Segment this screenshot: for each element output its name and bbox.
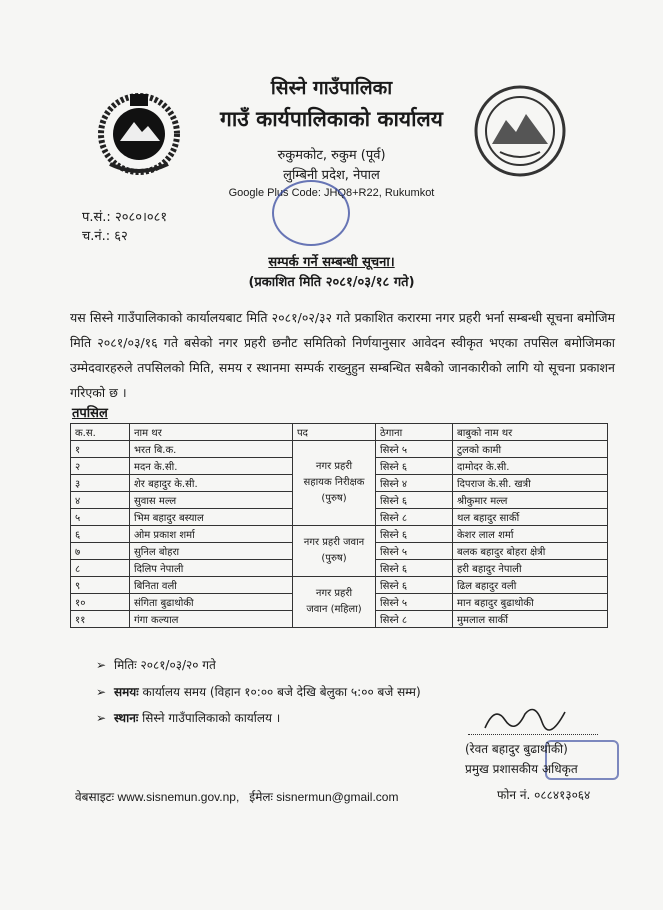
cell-father: ढिल बहादुर वली bbox=[453, 577, 608, 594]
post-line: नगर प्रहरी bbox=[315, 461, 353, 472]
detail-date bbox=[96, 656, 216, 673]
table-row bbox=[71, 526, 608, 543]
cell-father: दिपराज के.सी. खत्री bbox=[453, 475, 608, 492]
cell-sn: ११ bbox=[71, 611, 130, 628]
cell-sn: ८ bbox=[71, 560, 130, 577]
cell-name: मदन के.सी. bbox=[130, 458, 293, 475]
address-line: Google Plus Code: JHQ8+R22, Rukumkot bbox=[228, 187, 435, 199]
arrow-bullet-icon: ➢ bbox=[96, 685, 107, 699]
cell-name: भिम बहादुर बस्याल bbox=[130, 509, 293, 526]
cell-name: शेर बहादुर के.सी. bbox=[130, 475, 293, 492]
post-line: नगर प्रहरी जवान bbox=[303, 537, 365, 548]
candidate-table bbox=[70, 423, 608, 628]
cell-sn: ५ bbox=[71, 509, 130, 526]
cell-name: ओम प्रकाश शर्मा bbox=[130, 526, 293, 543]
post-line: जवान (महिला) bbox=[306, 604, 362, 615]
cell-father: मान बहादुर बुढाथोकी bbox=[453, 594, 608, 611]
cell-father: श्रीकुमार मल्ल bbox=[453, 492, 608, 509]
table-row bbox=[71, 441, 608, 458]
cell-post bbox=[293, 577, 376, 628]
cell-name: गंगा कल्याल bbox=[130, 611, 293, 628]
phone-number: फोन नं. ०८८४१३०६४ bbox=[497, 788, 591, 802]
published-date: (प्रकाशित मिति २०८१/०३/१८ गते) bbox=[248, 275, 415, 290]
post-line: सहायक निरीक्षक bbox=[303, 477, 365, 488]
office-name: गाउँ कार्यपालिकाको कार्यालय bbox=[220, 107, 443, 131]
cell-sn: ९ bbox=[71, 577, 130, 594]
cell-address: सिस्ने ५ bbox=[376, 543, 453, 560]
time-text: कार्यालय समय (विहान १०:०० बजे देखि बेलुका ५:०० बजे सम्म) bbox=[142, 685, 421, 699]
cell-sn: ३ bbox=[71, 475, 130, 492]
notice-body: यस सिस्ने गाउँपालिकाको कार्यालयबाट मिति २०८१/०२/३२ गते प्रकाशित करारमा नगर प्रहरी भर्ना सम्बन्धी सूचना बमोजिम मिति २०८१/०३/१६ गते बसेको नगर प्रहरी छनौट समितिको निर्णयानुसार आवेदन स्वीकृत भएका तपसिल बमोजिमका उम्मेदवारहरुले तपसिलको मिति, समय र स्थानमा सम्पर्क राख्नुहुन सम्बन्धित सबैको जानकारीको लागि यो सूचना प्रकाशन गरिएको छ । bbox=[70, 310, 615, 400]
post-line: (पुरुष) bbox=[321, 553, 347, 564]
place-label: स्थानः bbox=[114, 711, 139, 725]
cell-sn: १ bbox=[71, 441, 130, 458]
section-label: तपसिल bbox=[72, 406, 108, 421]
post-line: (पुरुष) bbox=[321, 493, 347, 504]
website-text: वेबसाइटः www.sisnemun.gov.np, bbox=[75, 790, 240, 804]
cell-father: टुलको कामी bbox=[453, 441, 608, 458]
office-stamp bbox=[272, 180, 350, 246]
table-header-row bbox=[71, 424, 608, 441]
cell-address: सिस्ने ६ bbox=[376, 560, 453, 577]
signature-line bbox=[468, 734, 598, 735]
cell-father: दामोदर के.सी. bbox=[453, 458, 608, 475]
notice-subject: सम्पर्क गर्ने सम्बन्धी सूचना। bbox=[268, 255, 395, 270]
footer-contact bbox=[75, 788, 398, 805]
cell-address: सिस्ने ४ bbox=[376, 475, 453, 492]
cell-sn: २ bbox=[71, 458, 130, 475]
cell-post bbox=[293, 526, 376, 577]
cell-name: दिलिप नेपाली bbox=[130, 560, 293, 577]
col-name: नाम थर bbox=[130, 424, 293, 441]
email-text: ईमेलः sisnermun@gmail.com bbox=[249, 790, 399, 804]
cell-father: मुमलाल सार्की bbox=[453, 611, 608, 628]
table-row bbox=[71, 577, 608, 594]
detail-time bbox=[96, 683, 421, 700]
place-text: सिस्ने गाउँपालिकाको कार्यालय । bbox=[142, 711, 281, 725]
detail-place bbox=[96, 709, 280, 726]
arrow-bullet-icon: ➢ bbox=[96, 658, 107, 672]
col-father: बाबुको नाम थर bbox=[453, 424, 608, 441]
cell-name: सुनिल बोहरा bbox=[130, 543, 293, 560]
col-sn: क.स. bbox=[71, 424, 130, 441]
cell-name: संगिता बुढाथोकी bbox=[130, 594, 293, 611]
cell-address: सिस्ने ८ bbox=[376, 611, 453, 628]
cell-post bbox=[293, 441, 376, 526]
province-line: लुम्बिनी प्रदेश, नेपाल bbox=[283, 168, 380, 183]
cell-address: सिस्ने ६ bbox=[376, 577, 453, 594]
cell-address: सिस्ने ६ bbox=[376, 458, 453, 475]
cell-address: सिस्ने ६ bbox=[376, 526, 453, 543]
cell-name: बिनिता वली bbox=[130, 577, 293, 594]
signatory-title: प्रमुख प्रशासकीय अधिकृत bbox=[465, 762, 578, 776]
cell-address: सिस्ने ६ bbox=[376, 492, 453, 509]
cell-name: भरत बि.क. bbox=[130, 441, 293, 458]
cell-sn: १० bbox=[71, 594, 130, 611]
district-line: रुकुमकोट, रुकुम (पूर्व) bbox=[277, 148, 386, 163]
col-address: ठेगाना bbox=[376, 424, 453, 441]
cell-father: हरी बहादुर नेपाली bbox=[453, 560, 608, 577]
date-text: मितिः २०८१/०३/२० गते bbox=[114, 658, 216, 672]
cell-sn: ७ bbox=[71, 543, 130, 560]
signature-mark bbox=[480, 700, 570, 736]
time-label: समयः bbox=[114, 685, 139, 699]
cell-sn: ४ bbox=[71, 492, 130, 509]
cell-father: थल बहादुर सार्की bbox=[453, 509, 608, 526]
cell-address: सिस्ने ५ bbox=[376, 441, 453, 458]
cell-name: सुवास मल्ल bbox=[130, 492, 293, 509]
cell-address: सिस्ने ८ bbox=[376, 509, 453, 526]
post-line: नगर प्रहरी bbox=[315, 588, 353, 599]
cell-father: केशर लाल शर्मा bbox=[453, 526, 608, 543]
cell-father: बलक बहादुर बोहरा क्षेत्री bbox=[453, 543, 608, 560]
letter-number: प.सं.: २०८०।०८१ bbox=[82, 210, 168, 225]
cell-address: सिस्ने ५ bbox=[376, 594, 453, 611]
municipality-name: सिस्ने गाउँपालिका bbox=[270, 77, 393, 99]
signatory-name: (रेवत बहादुर बुढाथोकी) bbox=[465, 742, 568, 756]
cell-sn: ६ bbox=[71, 526, 130, 543]
col-post: पद bbox=[293, 424, 376, 441]
arrow-bullet-icon: ➢ bbox=[96, 711, 107, 725]
dispatch-number: च.नं.: ६२ bbox=[82, 229, 128, 244]
